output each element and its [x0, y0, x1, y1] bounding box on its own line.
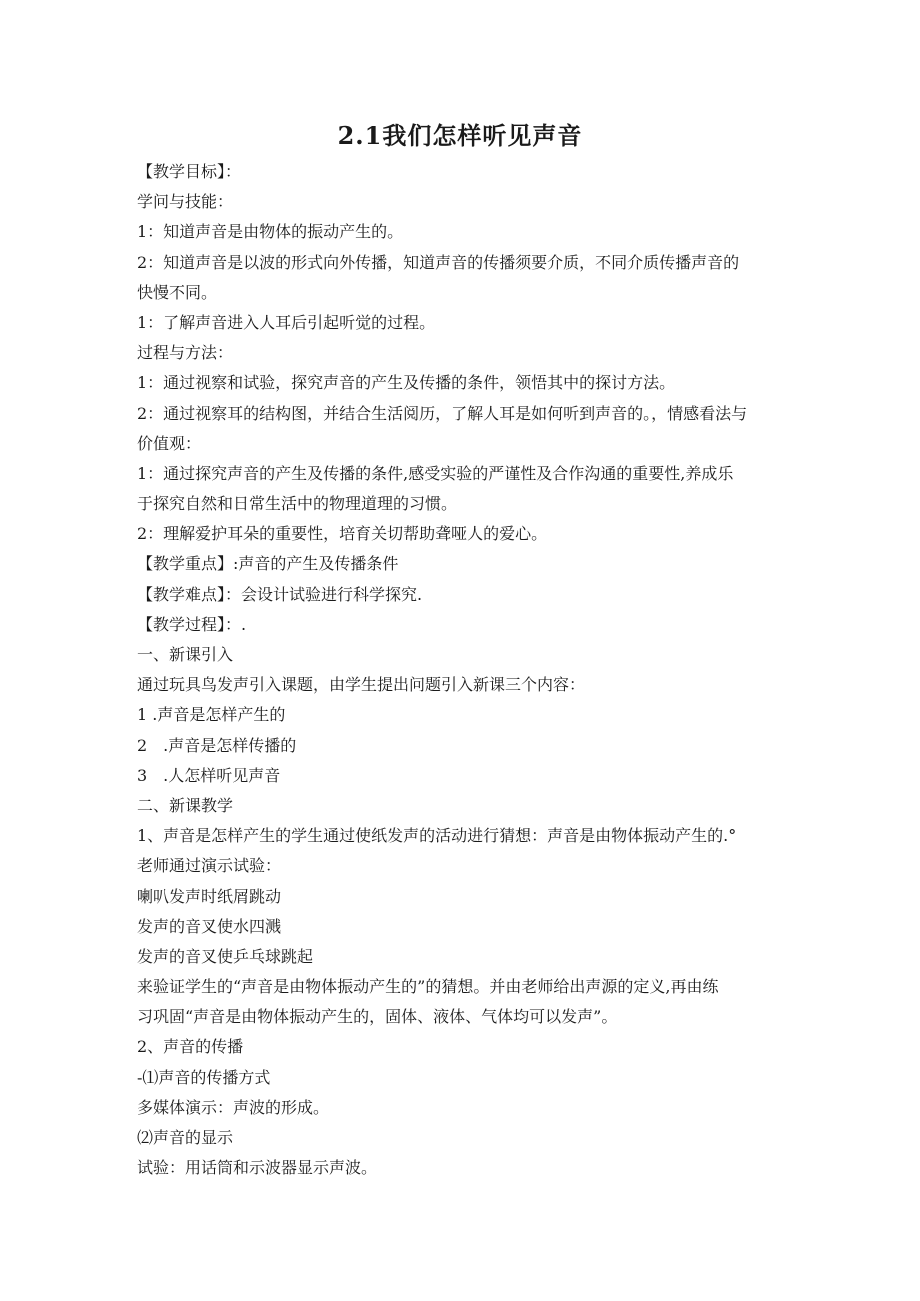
text-line: 老师通过演示试验： [137, 856, 282, 876]
text-line: ⑵声音的显示 [137, 1128, 234, 1147]
text-line: 1：了解声音进入人耳后引起听觉的过程。 [137, 312, 436, 332]
text-line: 【教学目标】： [137, 162, 242, 181]
text-line: 1：通过视察和试验，探究声音的产生及传播的条件，领悟其中的探讨方法。 [137, 373, 676, 393]
text-line: 【教学难点】：会设计试验进行科学探究. [137, 584, 423, 604]
text-line: 2、声音的传播 [137, 1037, 244, 1057]
text-line: 1 .声音是怎样产生的 [137, 705, 286, 725]
text-line: 2 .声音是怎样传播的 [137, 735, 297, 755]
text-line: 喇叭发声时纸屑跳动 [137, 886, 282, 906]
text-line: 二、新课教学 [137, 795, 234, 815]
text-line: 2：知道声音是以波的形式向外传播，知道声音的传播须要介质，不同介质传播声音的 [137, 252, 740, 272]
text-line: 多媒体演示：声波的形成。 [137, 1097, 330, 1117]
text-line: 1：知道声音是由物体的振动产生的。 [137, 222, 404, 242]
text-line: 一、新课引入 [137, 645, 234, 664]
text-line: 学问与技能： [137, 192, 234, 212]
text-line: 1：通过探究声音的产生及传播的条件,感受实验的严谨性及合作沟通的重要性,养成乐 [137, 463, 734, 483]
text-line: 快慢不同。 [137, 282, 218, 302]
document-title: 2.1我们怎样听见声音 [337, 121, 583, 150]
text-line: 于探究自然和日常生活中的物理道理的习惯。 [137, 494, 458, 514]
text-line: 1、声音是怎样产生的学生通过使纸发声的活动进行猜想：声音是由物体振动产生的.° [137, 826, 737, 846]
text-line: 3 .人怎样听见声音 [137, 765, 281, 785]
text-line: 过程与方法： [137, 343, 234, 363]
text-line: 发声的音叉使水四溅 [137, 916, 282, 936]
text-line: 试验：用话筒和示波器显示声波。 [137, 1158, 378, 1178]
document-body [137, 157, 787, 1183]
text-line: 发声的音叉使乒乓球跳起 [137, 946, 314, 966]
text-line: 习巩固“声音是由物体振动产生的，固体、液体、气体均可以发声”。 [137, 1007, 618, 1027]
text-line: 2：通过视察耳的结构图，并结合生活阅历，了解人耳是如何听到声音的。，情感看法与 [137, 403, 748, 423]
text-line: 价值观： [137, 433, 202, 453]
text-line: 【教学重点】:声音的产生及传播条件 [137, 554, 399, 574]
text-line: 通过玩具鸟发声引入课题，由学生提出问题引入新课三个内容： [137, 675, 586, 695]
text-line: 来验证学生的“声音是由物体振动产生的”的猜想。并由老师给出声源的定义,再由练 [137, 977, 719, 997]
text-line: -⑴声音的传播方式 [137, 1067, 271, 1087]
text-line: 2：理解爱护耳朵的重要性，培育关切帮助聋哑人的爱心。 [137, 524, 548, 544]
text-line: 【教学过程】：. [137, 614, 247, 634]
